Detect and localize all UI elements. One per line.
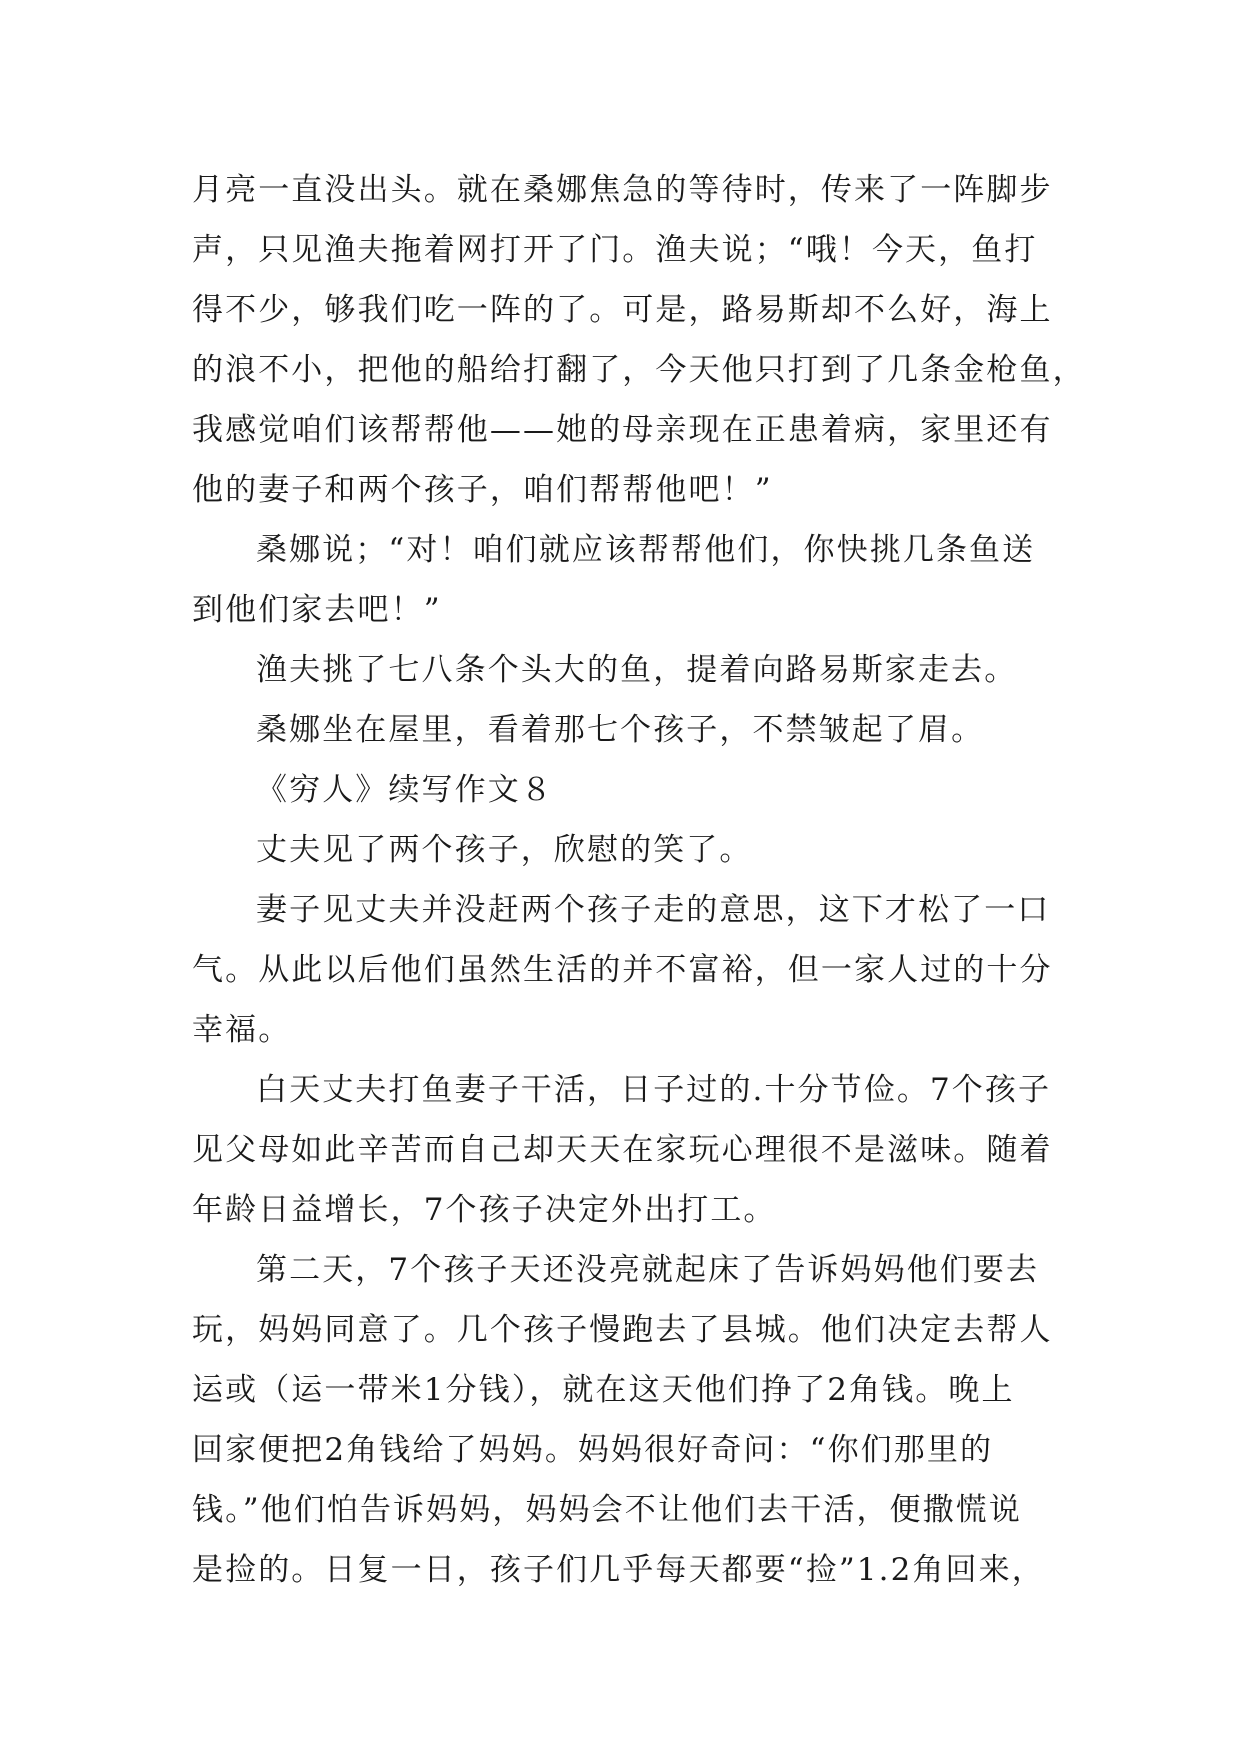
document-body <box>192 160 1086 1600</box>
text-line: 年龄日益增长，7个孩子决定外出打工。 <box>192 1192 777 1228</box>
text-line: 白天丈夫打鱼妻子干活，日子过的.十分节俭。7个孩子 <box>256 1072 1052 1108</box>
text-line: 声，只见渔夫拖着网打开了门。渔夫说；“哦！今天，鱼打 <box>192 232 1038 268</box>
text-line: 月亮一直没出头。就在桑娜焦急的等待时，传来了一阵脚步 <box>192 172 1053 208</box>
text-line: 幸福。 <box>192 1012 292 1048</box>
section-heading: 《穷人》续写作文８ <box>256 772 554 808</box>
text-line: 桑娜坐在屋里，看着那七个孩子，不禁皱起了眉。 <box>256 712 985 748</box>
text-line: 运或（运一带米1分钱），就在这天他们挣了2角钱。晚上 <box>192 1372 1015 1408</box>
text-line: 他的妻子和两个孩子，咱们帮帮他吧！” <box>192 472 773 508</box>
text-line: 丈夫见了两个孩子，欣慰的笑了。 <box>256 832 753 868</box>
text-line: 第二天，7个孩子天还没亮就起床了告诉妈妈他们要去 <box>256 1252 1040 1288</box>
text-line: 的浪不小，把他的船给打翻了，今天他只打到了几条金枪鱼， <box>192 352 1086 388</box>
text-line: 钱。”他们怕告诉妈妈，妈妈会不让他们去干活，便撒慌说 <box>192 1492 1022 1528</box>
text-line: 气。从此以后他们虽然生活的并不富裕，但一家人过的十分 <box>192 952 1053 988</box>
text-line: 玩，妈妈同意了。几个孩子慢跑去了县城。他们决定去帮人 <box>192 1312 1053 1348</box>
text-line: 是捡的。日复一日，孩子们几乎每天都要“捡”1.2角回来， <box>192 1552 1045 1588</box>
text-line: 回家便把2角钱给了妈妈。妈妈很好奇问：“你们那里的 <box>192 1432 994 1468</box>
text-line: 我感觉咱们该帮帮他——她的母亲现在正患着病，家里还有 <box>192 412 1053 448</box>
text-line: 见父母如此辛苦而自己却天天在家玩心理很不是滋味。随着 <box>192 1132 1053 1168</box>
text-line: 到他们家去吧！” <box>192 592 442 628</box>
text-line: 渔夫挑了七八条个头大的鱼，提着向路易斯家走去。 <box>256 652 1018 688</box>
text-line: 妻子见丈夫并没赶两个孩子走的意思，这下才松了一口 <box>256 892 1051 928</box>
text-line: 得不少，够我们吃一阵的了。可是，路易斯却不么好，海上 <box>192 292 1053 328</box>
text-line: 桑娜说；“对！咱们就应该帮帮他们，你快挑几条鱼送 <box>256 532 1036 568</box>
